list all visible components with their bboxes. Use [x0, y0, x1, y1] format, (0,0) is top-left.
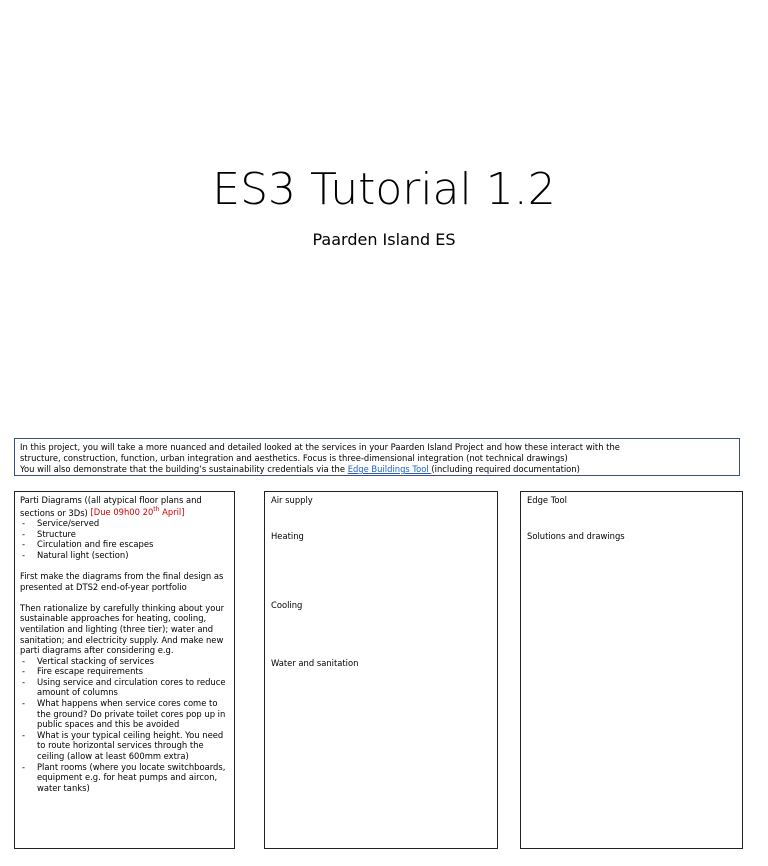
list-item: - Vertical stacking of services — [20, 656, 229, 667]
parti-paragraph: First make the diagrams from the final design as presented at DTS2 end-of-year portfolio — [20, 570, 224, 592]
edge-tool-box — [520, 491, 743, 849]
parti-heading-text: Parti Diagrams ((all atypical floor plans and sections or 3Ds) — [20, 495, 202, 518]
services-box — [264, 491, 498, 849]
intro-line-text: You will also demonstrate that the building’s sustainability credentials via the — [20, 464, 348, 474]
list-item: - What happens when service cores come to the ground? Do private toilet cores pop up in public spaces and this be avoided — [20, 698, 229, 730]
intro-box — [14, 438, 740, 476]
parti-list — [20, 518, 229, 560]
parti-heading — [20, 495, 229, 518]
list-item: - Circulation and fire escapes — [20, 539, 229, 550]
parti-paragraph: Then rationalize by carefully thinking about your sustainable approaches for heating, cooling, ventilation and lighting (three tier); water and sanitation; and electricity supply. And make new parti diagrams after considering e.g. — [20, 602, 225, 656]
heating-label: Heating — [271, 531, 304, 541]
list-item: - Service/served — [20, 518, 229, 529]
solutions-drawings-label: Solutions and drawings — [527, 531, 625, 541]
intro-line: structure, construction, function, urban integration and aesthetics. Focus is three-dimensional integration (not technical drawings) — [20, 453, 568, 463]
cooling-label: Cooling — [271, 600, 303, 610]
intro-line-text: (including required documentation) — [431, 464, 580, 474]
list-item: - Natural light (section) — [20, 550, 229, 561]
parti-diagrams-box — [14, 491, 235, 849]
due-date: [Due 09h00 20th April] — [90, 506, 185, 518]
list-item: - Plant rooms (where you locate switchboards, equipment e.g. for heat pumps and aircon, water tanks) — [20, 762, 229, 794]
page-title: ES3 Tutorial 1.2 — [212, 164, 556, 215]
considerations-list — [20, 656, 229, 794]
edge-tool-label: Edge Tool — [527, 495, 568, 505]
list-item: - Fire escape requirements — [20, 666, 229, 677]
list-item: - Structure — [20, 529, 229, 540]
list-item: - What is your typical ceiling height. You need to route horizontal services through the ceiling (allow at least 600mm extra) — [20, 730, 229, 762]
water-sanitation-label: Water and sanitation — [271, 658, 359, 668]
page-subtitle: Paarden Island ES — [312, 230, 456, 249]
list-item: - Using service and circulation cores to reduce amount of columns — [20, 677, 229, 698]
air-supply-label: Air supply — [271, 495, 313, 505]
intro-line: In this project, you will take a more nuanced and detailed looked at the services in your Paarden Island Project and how these interact with the — [20, 442, 620, 452]
edge-buildings-tool-link[interactable]: Edge Buildings Tool — [347, 464, 432, 474]
intro-line — [20, 464, 734, 475]
